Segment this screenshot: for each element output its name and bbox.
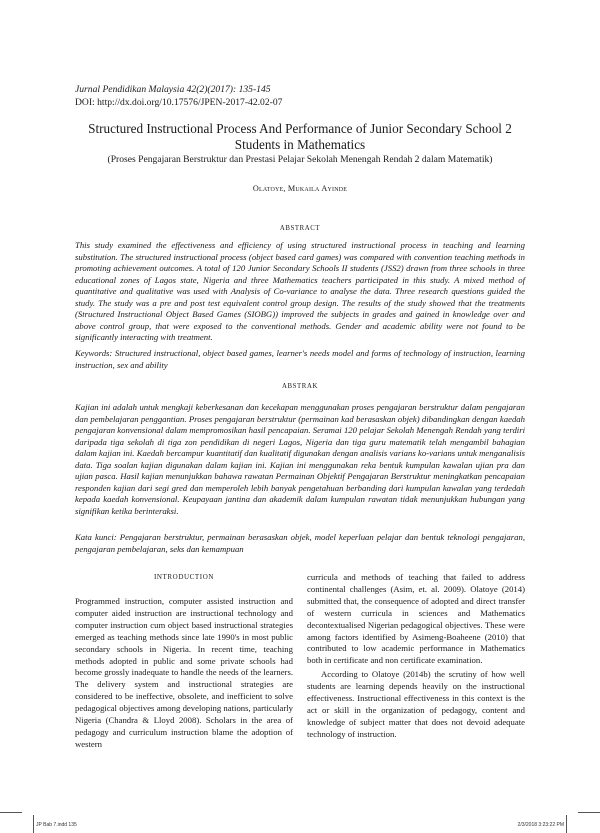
intro-left-column: [75, 596, 293, 751]
paper-subtitle: (Proses Pengajaran Berstruktur dan Prestasi Pelajar Sekolah Menengah Rendah 2 dalam Matematik): [107, 154, 493, 165]
crop-mark: [578, 812, 600, 813]
kata-kunci: Kata kunci: Pengajaran berstruktur, permainan berasaskan objek, model keperluan pelajar dan bentuk teknologi pengajaran, pengajaran pembelajaran, seks dan kemampuan: [75, 532, 525, 554]
footer-timestamp: 2/3/2018 3:23:22 PM: [517, 822, 564, 828]
doi-link[interactable]: DOI: http://dx.doi.org/10.17576/JPEN-2017-42.02-07: [75, 97, 283, 108]
intro-paragraph: According to Olatoye (2014b) the scrutiny of how well students are learning depends heavily on the instructional effectiveness. Instructional effectiveness in this context is the act or skill in the organization of pedagogy, content and knowledge of subject matter that does not devoid adequate technology of instruction.: [307, 669, 525, 739]
abstract-text: This study examined the effectiveness and efficiency of using structured instructional process in teaching and learning substitution. The structured instructional process (object based card games) was compared with convention teaching methods in promoting achievement outcomes. A total of 120 Junior Secondary Schools II students (JSS2) drawn from three schools in three educational zones of Lagos state, Nigeria and three Mathematics teachers participated in this study. A mixed method of quantitative and qualitative was used with Analysis of Co-variance to analyse the data. Three research questions guided the study. The study was a pre and post test equivalent control group design. The results of the study showed that the treatments (Structured Instructional Object Based Games (SIOBG)) improved the subjects in grades and gained in knowledge over and above control group, that were exposed to the conventional methods. Gender and academic ability were not found to be significantly interacting with treatment.: [75, 240, 525, 342]
paper-title: Structured Instructional Process And Performance of Junior Secondary School 2 Students in Mathematics: [88, 121, 512, 152]
introduction-heading: INTRODUCTION: [153, 573, 215, 581]
crop-mark: [0, 812, 22, 813]
author-names: Olatoye, Mukaila Ayinde: [252, 184, 348, 193]
abstrak-text: Kajian ini adalah untuk mengkaji keberkesanan dan kecekapan menggunakan proses pengajaran berstruktur dalam pengajaran dan pembelajaran penggantian. Proses pengajaran berstruktur (permainan kad berasaskan objek) dibandingkan dengan kaedah pengajaran konvensional dalam mempromosikan hasil pencapaian. Seramai 120 pelajar Sekolah Menengah Rendah yang terdiri daripada tiga sekolah di tiga zon pendidikan di negeri Lagos, Nigeria dan tiga guru matematik telah mengambil bahagian dalam kajian ini. Kaedah bercampur kuantitatif dan kualitatif digunakan dengan analisis varians ko-varians untuk menganalisis data. Tiga soalan kajian digunakan dalam kajian ini. Kajian ini menggunakan reka bentuk kumpulan kawalan ujian pra dan ujian pasca. Hasil kajian menunjukkan bahawa rawatan Permainan Objektif Pengajaran Berstruktur meningkatkan pencapaian responden kajian dari segi gred dan memperoleh lebih banyak pengetahuan berbanding dari kumpulan kawalan yang terdedah kepada kaedah konvensional. Keupayaan jantina dan akademik dalam kumpulan rawatan tidak menunjukkan hubungan yang signifikan ketika berinteraksi.: [75, 402, 525, 516]
journal-citation: Jurnal Pendidikan Malaysia 42(2)(2017): 135-145: [75, 84, 271, 95]
crop-mark: [33, 815, 34, 833]
abstract-heading: ABSTRACT: [279, 225, 321, 232]
intro-paragraph: Programmed instruction, computer assisted instruction and computer aided instruction are instructional technology and computer instruction cum object based instructional strategies emerged as teaching methods since late 1990's in most public secondary schools in Nigeria. In recent time, teaching methods adopted in public and some private schools had become grossly inadequate to handle the needs of the learners. The delivery system and instructional strategies are considered to be ineffective, obsolete, and inefficient to solve pedagogical objectives among developing nations, particularly Nigeria (Chandra & Lloyd 2008). Scholars in the area of pedagogy and curriculum instruction blame the adoption of western: [75, 596, 293, 749]
crop-mark: [566, 815, 567, 833]
keywords: Keywords: Structured instructional, object based games, learner's needs model and forms of technology of instruction, learning instruction, sex and ability: [75, 348, 525, 370]
intro-paragraph: curricula and methods of teaching that failed to address continental challenges (Asim, et. al. 2009). Olatoye (2014) submitted that, the consequence of adopted and direct transfer of western curricula in sciences and Mathematics decontextualised Nigerian pedagogical objectives. These were among factors identified by Asimeng-Boaheene (2010) that contributed to low academic performance in Mathematics both in certificate and non certificate examination.: [307, 572, 525, 666]
footer-file-info: JP Bab 7.indd 135: [36, 822, 77, 828]
abstrak-heading: ABSTRAK: [282, 383, 318, 390]
intro-right-column: [307, 572, 525, 741]
